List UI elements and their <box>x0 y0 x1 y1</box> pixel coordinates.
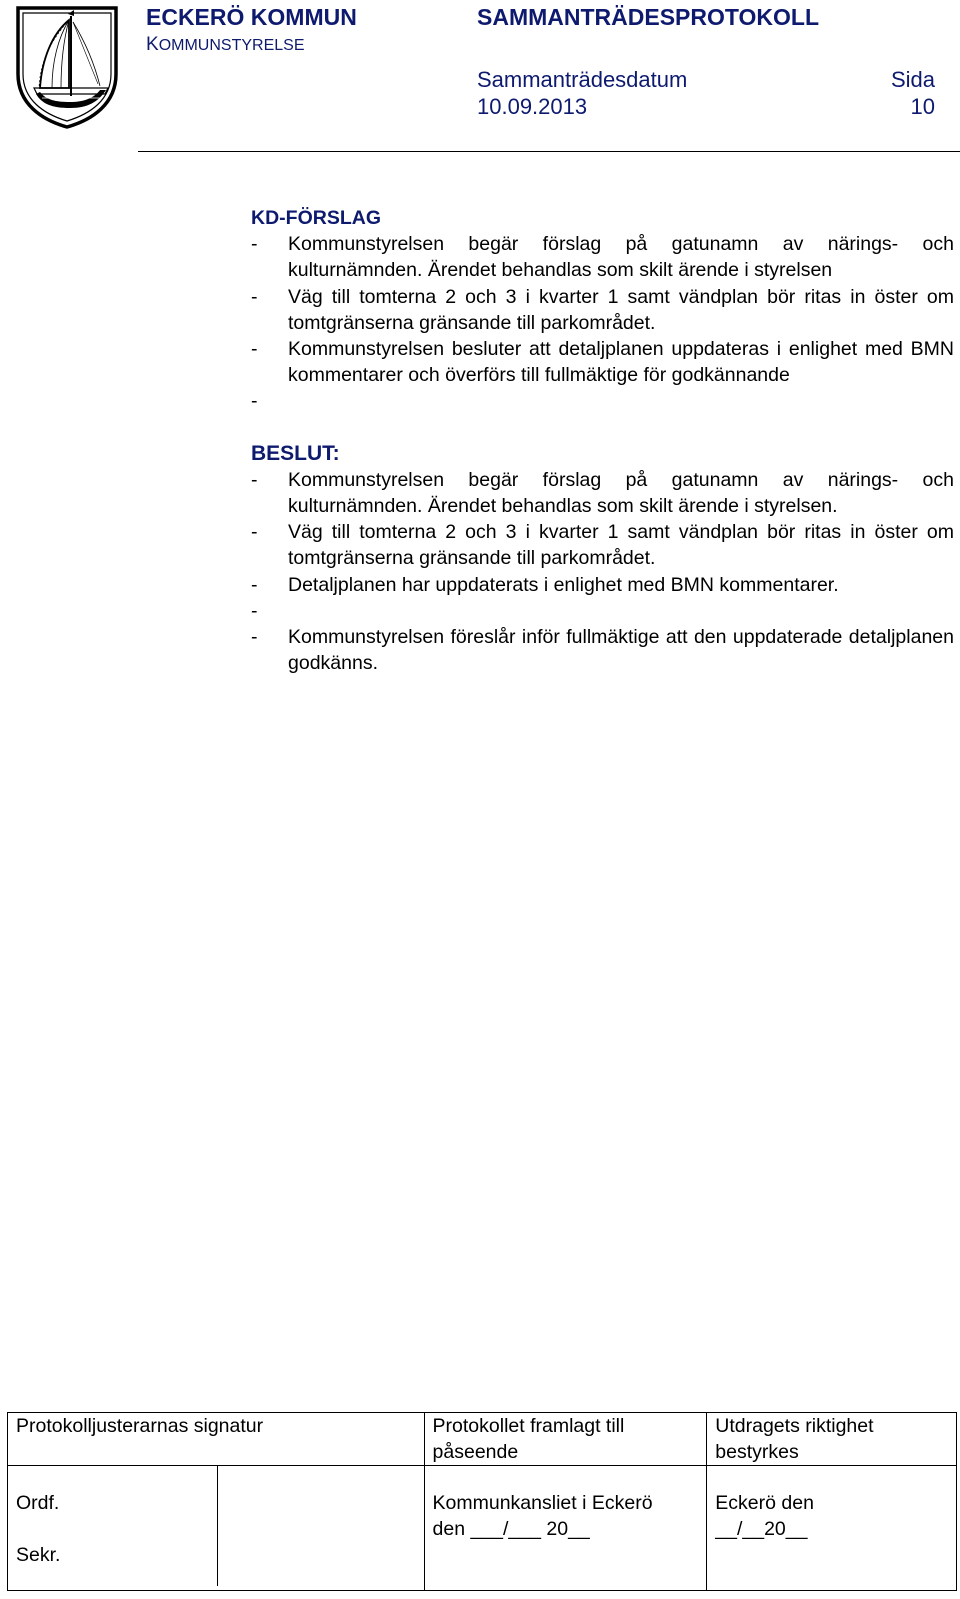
list-item-text <box>288 598 954 624</box>
page-number: 10 <box>910 94 935 119</box>
date-value: 10.09.2013 <box>477 94 588 119</box>
eckero-line-2: __/__20__ <box>715 1518 808 1540</box>
list-item-text: Kommunstyrelsen besluter att detaljplanen uppdateras i enlighet med BMN kommentarer och överförs till fullmäktige för godkännande <box>288 338 954 387</box>
list-item-text: Detaljplanen har uppdaterats i enlighet med BMN kommentarer. <box>288 573 839 596</box>
list-item-text: Kommunstyrelsen begär förslag på gatunamn av närings- och kulturnämnden. Ärendet behandlas som skilt ärende i styrelsen. <box>288 468 954 518</box>
main-content <box>251 205 954 676</box>
beslut-list <box>251 467 954 677</box>
ordf-label: Ordf. <box>16 1492 60 1514</box>
org-name: ECKERÖ KOMMUN <box>146 4 357 30</box>
list-item <box>251 598 954 624</box>
date-label: Sammanträdesdatum <box>477 67 688 92</box>
list-item-text: Kommunstyrelsen begär förslag på gatunamn av närings- och kulturnämnden. Ärendet behandlas som skilt ärende i styrelsen <box>288 233 954 282</box>
bullet: - <box>251 573 258 596</box>
kansli-line-1: Kommunkansliet i Eckerö <box>432 1492 653 1514</box>
beslut-title: BESLUT: <box>251 441 340 465</box>
bullet: - <box>251 233 258 256</box>
bullet: - <box>251 468 258 491</box>
list-item-text: Väg till tomterna 2 och 3 i kvarter 1 samt vändplan bör ritas in öster om tomtgränserna gränsande till parkområdet. <box>288 285 954 334</box>
body-name-prefix: K <box>146 34 159 55</box>
sekr-label: Sekr. <box>16 1544 61 1566</box>
list-item-text: Väg till tomterna 2 och 3 i kvarter 1 samt vändplan bör ritas in öster om tomtgränserna gränsande till parkområdet. <box>288 521 954 570</box>
header-organization <box>146 4 357 56</box>
doc-type: SAMMANTRÄDESPROTOKOLL <box>477 4 820 30</box>
bullet: - <box>251 285 258 308</box>
kansli-line-2: den ___/___ 20__ <box>432 1518 590 1540</box>
bullet: - <box>251 521 258 544</box>
signature-cell-inner <box>8 1466 424 1586</box>
bullet: - <box>251 599 258 622</box>
kd-forslag-title: KD-FÖRSLAG <box>251 207 381 229</box>
kansli-cell <box>424 1466 707 1591</box>
list-item <box>251 624 954 676</box>
bullet: - <box>251 390 258 413</box>
eckero-cell <box>707 1466 957 1591</box>
signature-cell <box>8 1466 425 1591</box>
list-item <box>251 336 954 388</box>
presented-col-header: Protokollet framlagt till påseende <box>424 1413 707 1466</box>
list-item <box>251 572 954 598</box>
list-item <box>251 467 954 519</box>
list-item <box>251 231 954 283</box>
eckero-line-1: Eckerö den <box>715 1492 814 1514</box>
certified-col-header: Utdragets riktighet bestyrkes <box>707 1413 957 1466</box>
list-item <box>251 519 954 571</box>
body-name-rest: OMMUNSTYRELSE <box>158 37 305 54</box>
signature-table <box>7 1412 957 1591</box>
body-name <box>146 34 357 56</box>
list-item <box>251 284 954 336</box>
list-item-text <box>288 388 954 414</box>
signature-divider <box>217 1466 218 1586</box>
list-item-text: Kommunstyrelsen föreslår inför fullmäktige att den uppdaterade detaljplanen godkänns. <box>288 626 954 675</box>
page-label: Sida <box>890 67 935 92</box>
coat-of-arms-ship-icon <box>12 4 122 130</box>
signature-header-row <box>8 1413 957 1466</box>
bullet: - <box>251 626 258 649</box>
signature-body-row <box>8 1466 957 1591</box>
bullet: - <box>251 338 258 361</box>
signature-col-header: Protokolljusterarnas signatur <box>8 1413 425 1466</box>
header-divider <box>138 151 960 152</box>
list-item <box>251 388 954 414</box>
coat-of-arms-logo <box>12 4 122 130</box>
kd-forslag-list <box>251 231 954 414</box>
